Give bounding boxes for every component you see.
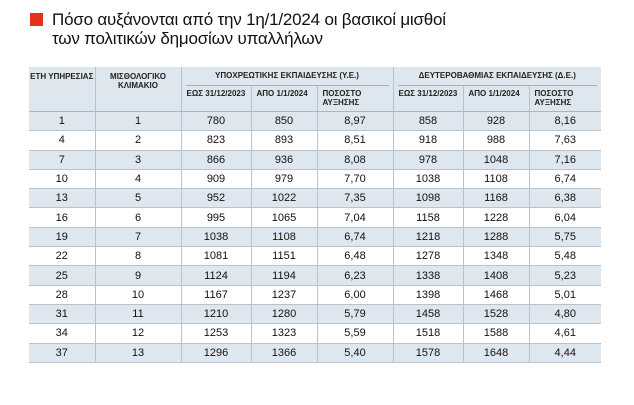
- cell-ye-from: 979: [251, 169, 317, 188]
- cell-scale: 8: [95, 247, 181, 266]
- cell-de-pct: 6,74: [529, 169, 601, 188]
- header-de-from: ΑΠΟ 1/1/2024: [463, 86, 529, 112]
- cell-years: 10: [29, 169, 95, 188]
- cell-de-pct: 5,75: [529, 227, 601, 246]
- cell-de-from: 1168: [463, 189, 529, 208]
- table-row: [29, 208, 601, 227]
- table-row: [29, 324, 601, 343]
- cell-ye-from: 1323: [251, 324, 317, 343]
- cell-years: 19: [29, 227, 95, 246]
- cell-years: 13: [29, 189, 95, 208]
- cell-ye-from: 1194: [251, 266, 317, 285]
- cell-ye-until: 1081: [181, 247, 251, 266]
- cell-years: 1: [29, 112, 95, 131]
- header-ye-until: ΕΩΣ 31/12/2023: [181, 86, 251, 112]
- cell-ye-until: 1038: [181, 227, 251, 246]
- cell-ye-pct: 6,74: [317, 227, 393, 246]
- cell-de-from: 1288: [463, 227, 529, 246]
- cell-de-until: 1578: [393, 343, 463, 362]
- cell-years: 28: [29, 285, 95, 304]
- cell-de-until: 1458: [393, 304, 463, 323]
- cell-scale: 10: [95, 285, 181, 304]
- table-row: [29, 150, 601, 169]
- cell-de-pct: 5,23: [529, 266, 601, 285]
- cell-ye-from: 850: [251, 112, 317, 131]
- cell-de-pct: 6,04: [529, 208, 601, 227]
- cell-de-from: 1528: [463, 304, 529, 323]
- table-row: [29, 285, 601, 304]
- cell-scale: 13: [95, 343, 181, 362]
- cell-ye-until: 1167: [181, 285, 251, 304]
- table-row: [29, 304, 601, 323]
- cell-de-until: 1338: [393, 266, 463, 285]
- table-row: [29, 189, 601, 208]
- cell-de-from: 1228: [463, 208, 529, 227]
- cell-ye-from: 1108: [251, 227, 317, 246]
- cell-de-until: 1098: [393, 189, 463, 208]
- cell-ye-until: 909: [181, 169, 251, 188]
- cell-de-from: 1468: [463, 285, 529, 304]
- cell-years: 34: [29, 324, 95, 343]
- cell-ye-until: 995: [181, 208, 251, 227]
- red-square-icon: [30, 13, 43, 26]
- cell-de-until: 1038: [393, 169, 463, 188]
- header-de-pct: ΠΟΣΟΣΤΟ ΑΥΞΗΣΗΣ: [529, 86, 601, 112]
- cell-de-from: 1108: [463, 169, 529, 188]
- cell-years: 31: [29, 304, 95, 323]
- cell-de-until: 1518: [393, 324, 463, 343]
- cell-years: 25: [29, 266, 95, 285]
- salary-table: [29, 67, 601, 363]
- table-row: [29, 227, 601, 246]
- cell-scale: 11: [95, 304, 181, 323]
- table-row: [29, 266, 601, 285]
- cell-de-until: 918: [393, 131, 463, 150]
- cell-ye-pct: 7,35: [317, 189, 393, 208]
- cell-ye-from: 1280: [251, 304, 317, 323]
- cell-years: 4: [29, 131, 95, 150]
- cell-ye-pct: 6,23: [317, 266, 393, 285]
- cell-de-pct: 7,63: [529, 131, 601, 150]
- cell-de-until: 1398: [393, 285, 463, 304]
- cell-ye-pct: 8,08: [317, 150, 393, 169]
- cell-scale: 9: [95, 266, 181, 285]
- cell-ye-until: 780: [181, 112, 251, 131]
- table-row: [29, 131, 601, 150]
- table-row: [29, 343, 601, 362]
- title-line-2: των πολιτικών δημοσίων υπαλλήλων: [52, 29, 323, 48]
- cell-ye-from: 1366: [251, 343, 317, 362]
- cell-ye-pct: 5,40: [317, 343, 393, 362]
- cell-years: 16: [29, 208, 95, 227]
- cell-de-from: 1048: [463, 150, 529, 169]
- cell-de-until: 858: [393, 112, 463, 131]
- table-row: [29, 112, 601, 131]
- header-years: ΕΤΗ ΥΠΗΡΕΣΙΑΣ: [29, 67, 95, 112]
- cell-ye-until: 1210: [181, 304, 251, 323]
- cell-scale: 7: [95, 227, 181, 246]
- title-line-1: [30, 10, 630, 29]
- cell-scale: 1: [95, 112, 181, 131]
- cell-de-pct: 4,80: [529, 304, 601, 323]
- header-ye-pct: ΠΟΣΟΣΤΟ ΑΥΞΗΣΗΣ: [317, 86, 393, 112]
- article-title: [30, 10, 630, 48]
- cell-ye-pct: 8,97: [317, 112, 393, 131]
- cell-ye-until: 1253: [181, 324, 251, 343]
- cell-de-from: 988: [463, 131, 529, 150]
- cell-scale: 3: [95, 150, 181, 169]
- header-group-ye-label: ΥΠΟΧΡΕΩΤΙΚΗΣ ΕΚΠΑΙΔΕΥΣΗΣ (Υ.Ε.): [215, 71, 359, 80]
- header-group-de-label: ΔΕΥΤΕΡΟΒΑΘΜΙΑΣ ΕΚΠΑΙΔΕΥΣΗΣ (Δ.Ε.): [418, 71, 576, 80]
- cell-ye-pct: 8,51: [317, 131, 393, 150]
- header-group-de: [393, 67, 601, 86]
- cell-de-pct: 5,48: [529, 247, 601, 266]
- header-scale: ΜΙΣΘΟΛΟΓΙΚΟ ΚΛΙΜΑΚΙΟ: [95, 67, 181, 112]
- cell-ye-until: 1124: [181, 266, 251, 285]
- cell-ye-from: 1065: [251, 208, 317, 227]
- cell-ye-pct: 7,04: [317, 208, 393, 227]
- cell-de-pct: 7,16: [529, 150, 601, 169]
- cell-ye-pct: 7,70: [317, 169, 393, 188]
- cell-ye-from: 893: [251, 131, 317, 150]
- cell-ye-until: 1296: [181, 343, 251, 362]
- cell-de-pct: 4,44: [529, 343, 601, 362]
- cell-ye-until: 866: [181, 150, 251, 169]
- cell-ye-until: 823: [181, 131, 251, 150]
- cell-de-from: 1408: [463, 266, 529, 285]
- cell-scale: 2: [95, 131, 181, 150]
- cell-ye-until: 952: [181, 189, 251, 208]
- cell-ye-pct: 6,00: [317, 285, 393, 304]
- header-group-ye: [181, 67, 393, 86]
- cell-ye-from: 1022: [251, 189, 317, 208]
- cell-ye-pct: 6,48: [317, 247, 393, 266]
- cell-de-until: 1218: [393, 227, 463, 246]
- cell-de-from: 1648: [463, 343, 529, 362]
- cell-ye-pct: 5,79: [317, 304, 393, 323]
- cell-de-pct: 5,01: [529, 285, 601, 304]
- title-text-1: Πόσο αυξάνονται από την 1η/1/2024 οι βασικοί μισθοί: [52, 10, 446, 29]
- cell-ye-pct: 5,59: [317, 324, 393, 343]
- table-row: [29, 169, 601, 188]
- cell-de-until: 1158: [393, 208, 463, 227]
- cell-ye-from: 1237: [251, 285, 317, 304]
- table-body: [29, 112, 601, 363]
- cell-de-pct: 4,61: [529, 324, 601, 343]
- cell-scale: 12: [95, 324, 181, 343]
- cell-years: 7: [29, 150, 95, 169]
- cell-ye-from: 1151: [251, 247, 317, 266]
- cell-de-until: 978: [393, 150, 463, 169]
- cell-de-from: 1348: [463, 247, 529, 266]
- cell-ye-from: 936: [251, 150, 317, 169]
- table-header: [29, 67, 601, 112]
- cell-years: 22: [29, 247, 95, 266]
- header-ye-from: ΑΠΟ 1/1/2024: [251, 86, 317, 112]
- cell-de-until: 1278: [393, 247, 463, 266]
- cell-scale: 5: [95, 189, 181, 208]
- cell-de-pct: 6,38: [529, 189, 601, 208]
- cell-scale: 6: [95, 208, 181, 227]
- cell-de-from: 928: [463, 112, 529, 131]
- table-row: [29, 247, 601, 266]
- cell-years: 37: [29, 343, 95, 362]
- cell-de-pct: 8,16: [529, 112, 601, 131]
- cell-scale: 4: [95, 169, 181, 188]
- cell-de-from: 1588: [463, 324, 529, 343]
- header-de-until: ΕΩΣ 31/12/2023: [393, 86, 463, 112]
